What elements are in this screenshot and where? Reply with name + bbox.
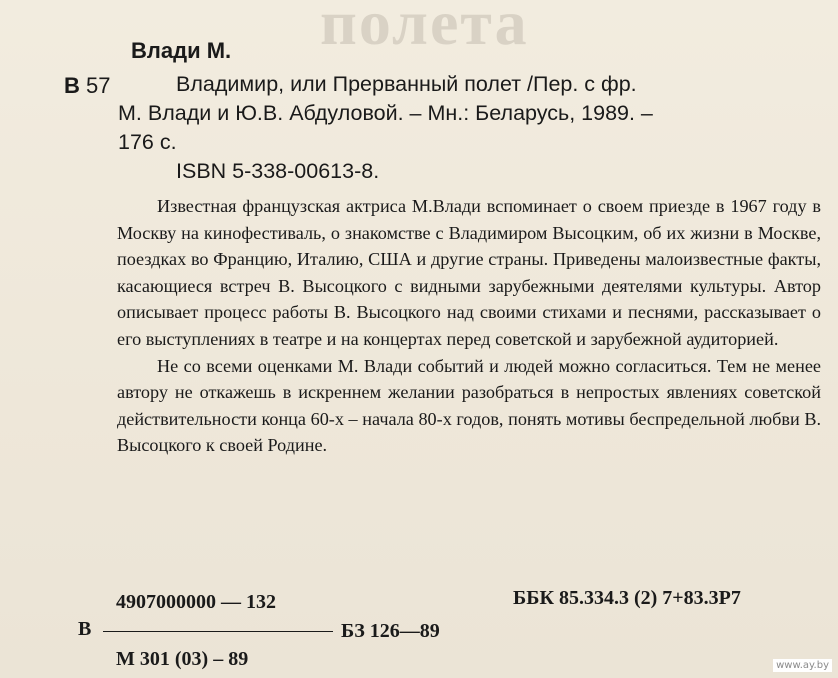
call-number-letter: В	[64, 73, 80, 98]
annotation-text	[117, 193, 821, 459]
call-number-digits: 57	[79, 73, 111, 98]
annotation-paragraph-2: Не со всеми оценками М. Влади событий и людей можно согласиться. Тем не менее автору не откажешь в искреннем желании разобраться в непростых явлениях советской действительности конца 60-х – начала 80-х годов, понять мотивы беспредельной любви В. Высоцкого к своей Родине.	[117, 355, 821, 456]
publication-number: 4907000000 — 132	[116, 591, 276, 613]
fraction-prefix: В	[78, 618, 92, 640]
bleed-through-text: полета	[320, 0, 529, 58]
watermark: www.ay.by	[773, 659, 832, 672]
call-number	[64, 73, 110, 99]
author-heading: Влади М.	[131, 38, 232, 63]
bz-code: БЗ 126—89	[341, 620, 440, 642]
fraction-line	[103, 631, 333, 632]
isbn-line: ISBN 5-338-00613-8.	[176, 159, 380, 183]
biblio-title-line: Владимир, или Прерванный полет /Пер. с фр.	[176, 72, 637, 96]
publisher-index: М 301 (03) – 89	[116, 648, 249, 670]
biblio-translator-line: М. Влади и Ю.В. Абдуловой. – Мн.: Беларусь, 1989. –	[118, 101, 653, 125]
annotation-paragraph-1: Известная французская актриса М.Влади вспоминает о своем приезде в 1967 году в Москву на кинофестиваль, о знакомстве с Владимиром Высоцким, об их жизни в Москве, поездках во Францию, Италию, США и другие страны. Приведены малоизвестные факты, касающиеся встреч В. Высоцкого с видными зарубежными деятелями культуры. Автор описывает процесс работы В. Высоцкого над своими стихами и песнями, рассказывает о его выступлениях в театре и на концертах перед советской и зарубежной аудиторией.	[117, 196, 821, 349]
bibliographic-description	[118, 70, 826, 157]
bbk-classification: ББК 85.334.3 (2) 7+83.3Р7	[513, 587, 741, 609]
biblio-pages-line: 176 с.	[118, 130, 177, 154]
